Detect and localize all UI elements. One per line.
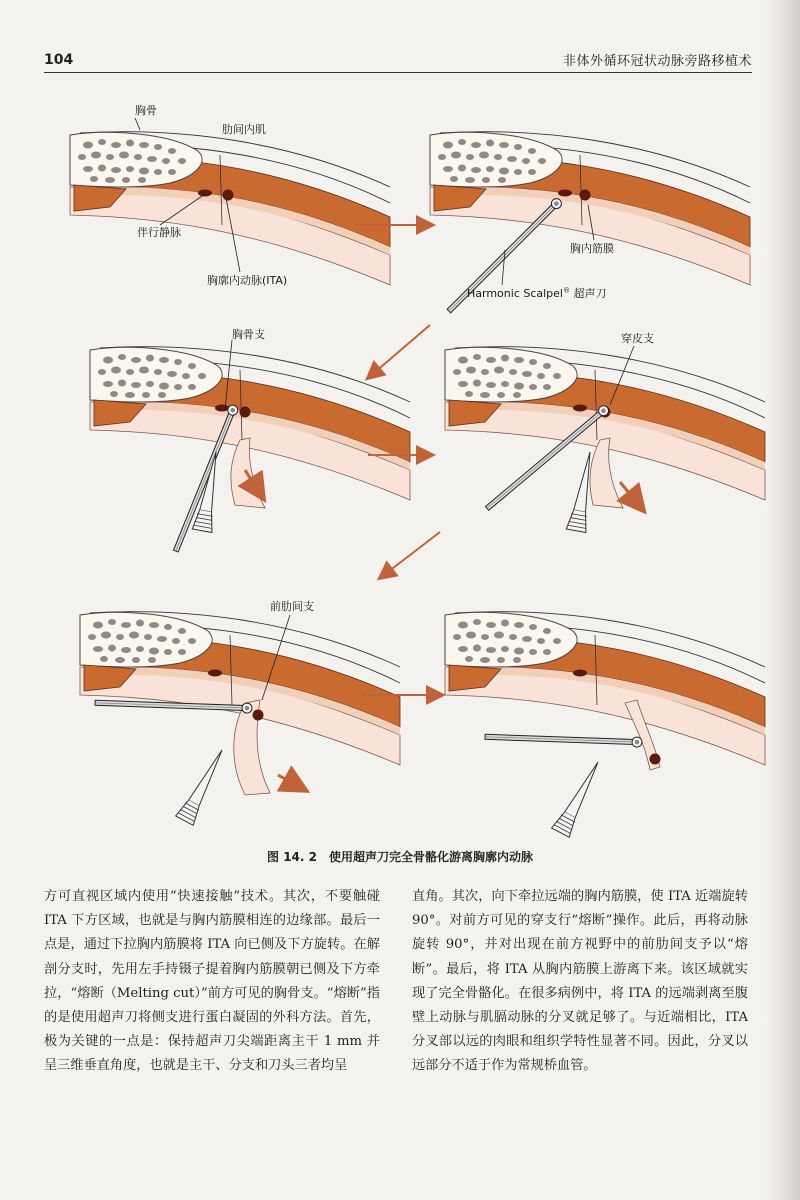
page-number: 104: [44, 52, 74, 68]
panel-2: [430, 132, 750, 285]
scalpel-panel-6: [485, 732, 642, 747]
label-anterior-intercostal-branch: 前肋间支: [270, 600, 314, 613]
accompanying-vein-mark: [198, 190, 212, 197]
label-sternal-branch: 胸骨支: [232, 328, 265, 341]
label-intercostal-muscle: 肋间内肌: [222, 123, 266, 136]
forceps-panel-6: [552, 757, 607, 837]
label-accompanying-vein: 伴行静脉: [137, 226, 181, 239]
label-ita: 胸廓内动脉(ITA): [207, 274, 288, 287]
label-sternum: 胸骨: [135, 104, 157, 117]
running-title: 非体外循环冠状动脉旁路移植术: [562, 54, 752, 69]
label-endothoracic-fascia: 胸内筋膜: [570, 242, 614, 255]
body-text-left-column: 方可直视区域内使用“快速接触”技术。其次，不要触碰 ITA 下方区域，也就是与胸内筋膜相连的边缘部。最后一点是，通过下拉胸内筋膜将 ITA 向已侧及下方旋转。在解剖分支时，先用左手持镊子提着胸内筋膜朝已侧及下方牵拉，“熔断（Melting cut）”前方可见的胸骨支。“熔断”指的是使用超声刀将侧支进行蛋白凝固的外科方法。首先，极为关键的一点是：保持超声刀尖端距离主干 1 mm 并呈三维垂直角度，也就是主干、分支和刀头三者均呈: [44, 889, 380, 1074]
panel-3: [90, 347, 410, 508]
panel-1: [70, 132, 390, 285]
panel-6: [445, 612, 765, 770]
panel-4: [445, 347, 765, 508]
forceps-panel-5: [176, 745, 231, 825]
label-harmonic-scalpel: Harmonic Scalpel® 超声刀: [467, 286, 607, 300]
label-perforating-branch: 穿皮支: [621, 332, 654, 345]
ita-mark: [223, 190, 234, 201]
figure-caption: 图 14. 2 使用超声刀完全骨骼化游离胸廓内动脉: [267, 850, 533, 864]
body-text-right-column: 直角。其次，向下牵拉远端的胸内筋膜，使 ITA 近端旋转 90°。对前方可见的穿支行“熔断”操作。此后，再将动脉旋转 90°，并对出现在前方视野中的前肋间支予以“熔断”。最后，将 ITA 从胸内筋膜上游离下来。该区域就实现了完全骨骼化。在很多病例中，将 ITA 的远端剥离至腹壁上动脉与肌膈动脉的分叉就足够了。与近端相比，ITA 分叉部以远的肉眼和组织学特性显著不同。因此，分叉以远部分不适于作为常规桥血管。: [412, 889, 748, 1074]
